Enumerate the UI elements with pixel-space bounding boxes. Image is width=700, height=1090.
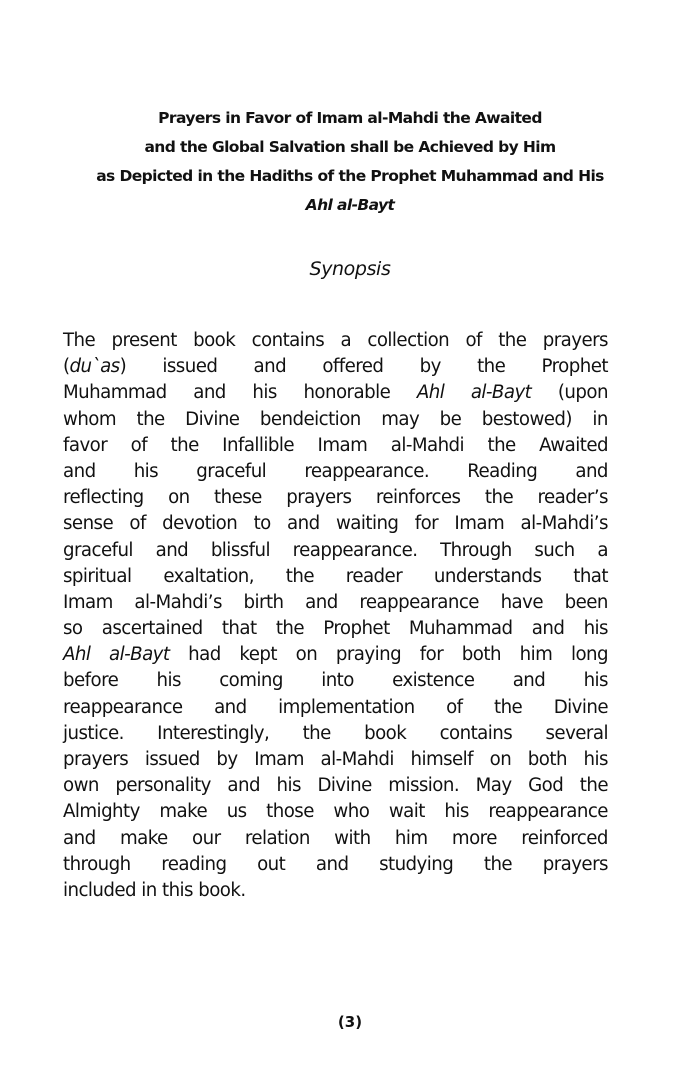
word: Divine bbox=[553, 696, 608, 718]
page-number: (3) bbox=[337, 1013, 363, 1031]
word: these bbox=[214, 487, 262, 509]
body-line bbox=[63, 511, 608, 537]
word: who bbox=[333, 801, 370, 823]
word: by bbox=[216, 749, 238, 770]
word: and bbox=[63, 827, 96, 849]
word: favor bbox=[63, 434, 108, 456]
word: (upon bbox=[557, 382, 608, 404]
word: those bbox=[266, 801, 314, 823]
word: the bbox=[285, 565, 314, 587]
word: Through bbox=[440, 539, 512, 561]
body-line bbox=[63, 564, 608, 590]
word: book bbox=[193, 330, 236, 351]
word: him bbox=[519, 644, 553, 666]
word: al-Mahdi’s bbox=[134, 591, 222, 613]
word: Imam bbox=[63, 591, 113, 613]
body-line bbox=[63, 773, 608, 799]
word: and bbox=[531, 618, 565, 640]
word: on bbox=[168, 487, 190, 509]
word: coming bbox=[219, 670, 283, 692]
word: to bbox=[253, 513, 271, 535]
word: implementation bbox=[278, 696, 415, 718]
body-line bbox=[63, 668, 608, 694]
word: the bbox=[170, 434, 199, 456]
word: justice. bbox=[63, 722, 124, 744]
word: and bbox=[193, 382, 226, 404]
word: prayers bbox=[286, 487, 352, 509]
word: the bbox=[477, 356, 506, 378]
word: Muhammad bbox=[408, 618, 513, 640]
word: Prophet bbox=[323, 618, 390, 640]
word: his bbox=[156, 670, 181, 692]
word: and bbox=[512, 670, 546, 692]
word: The bbox=[63, 330, 96, 351]
body-line bbox=[63, 878, 608, 904]
word: this bbox=[162, 879, 193, 901]
word: a bbox=[597, 539, 608, 561]
word: prayers bbox=[542, 330, 608, 351]
word: Infallible bbox=[222, 434, 295, 456]
word: of bbox=[465, 330, 482, 351]
word: Muhammad bbox=[63, 382, 167, 404]
body-line bbox=[63, 354, 608, 380]
word: praying bbox=[335, 644, 402, 666]
word: for bbox=[419, 644, 444, 666]
word: prayers bbox=[542, 853, 608, 875]
word: make bbox=[159, 801, 208, 823]
word: existence bbox=[392, 670, 475, 692]
word: our bbox=[192, 827, 221, 849]
word: and bbox=[227, 775, 260, 797]
word: both bbox=[461, 644, 501, 666]
word: into bbox=[321, 670, 354, 692]
word: his bbox=[583, 618, 608, 640]
word: reappearance bbox=[488, 801, 608, 823]
word: Imam bbox=[454, 513, 505, 535]
word: book. bbox=[198, 879, 246, 901]
word: Interestingly, bbox=[157, 722, 270, 744]
word: had bbox=[188, 644, 221, 666]
word: graceful bbox=[63, 539, 133, 561]
word: reader bbox=[345, 565, 403, 587]
body-line bbox=[63, 642, 608, 668]
word: reappearance. bbox=[304, 460, 430, 482]
word: studying bbox=[379, 853, 454, 875]
word: his bbox=[583, 670, 608, 692]
word: that bbox=[573, 565, 608, 587]
word: Almighty bbox=[63, 801, 140, 823]
word: Divine bbox=[185, 408, 240, 430]
body-line bbox=[63, 538, 608, 564]
word: wait bbox=[388, 801, 425, 823]
word: collection bbox=[367, 330, 450, 351]
word: make bbox=[119, 827, 168, 849]
word: and bbox=[575, 460, 608, 482]
word: sense bbox=[63, 513, 114, 535]
word: the bbox=[487, 434, 516, 456]
word: blissful bbox=[210, 539, 270, 561]
word: several bbox=[545, 722, 608, 744]
word: issued bbox=[162, 356, 218, 378]
word: of bbox=[129, 513, 146, 535]
word: waiting bbox=[335, 513, 399, 535]
word: his bbox=[444, 801, 469, 823]
word: al-Mahdi bbox=[320, 749, 394, 770]
word: that bbox=[221, 618, 257, 640]
word: have bbox=[500, 591, 544, 613]
word: relation bbox=[244, 827, 310, 849]
word: and bbox=[253, 356, 287, 378]
word: included bbox=[63, 879, 137, 901]
word: by bbox=[419, 356, 441, 378]
word: prayers bbox=[63, 749, 129, 770]
word: before bbox=[63, 670, 119, 692]
title-line-2: and the Global Salvation shall be Achieved by Him bbox=[144, 138, 556, 156]
word: and bbox=[305, 591, 338, 613]
word: bestowed) bbox=[481, 408, 572, 430]
word: been bbox=[564, 591, 608, 613]
word: kept bbox=[239, 644, 277, 666]
word: and bbox=[315, 853, 349, 875]
word: mission. bbox=[388, 775, 460, 797]
word: such bbox=[534, 539, 575, 561]
word: own bbox=[63, 775, 99, 797]
word: and bbox=[287, 513, 320, 535]
title-line-3: as Depicted in the Hadiths of the Prophet Muhammad and His bbox=[96, 167, 604, 185]
word: contains bbox=[251, 330, 325, 351]
word: book bbox=[364, 722, 407, 744]
word: God bbox=[528, 775, 564, 797]
word: his bbox=[133, 460, 159, 482]
title-line-1: Prayers in Favor of Imam al-Mahdi the Awaited bbox=[158, 109, 542, 127]
word: us bbox=[226, 801, 247, 823]
word: may bbox=[381, 408, 420, 430]
word: the bbox=[302, 722, 331, 744]
word: (du`as) bbox=[63, 356, 127, 378]
word: so bbox=[63, 618, 83, 640]
word: reappearance. bbox=[292, 539, 418, 561]
word: al-Bayt bbox=[109, 644, 170, 666]
word: the bbox=[494, 696, 523, 718]
body-line bbox=[63, 433, 608, 459]
word: in bbox=[141, 879, 157, 901]
word: reinforces bbox=[375, 487, 461, 509]
word: devotion bbox=[162, 513, 238, 535]
word: spiritual bbox=[63, 565, 132, 587]
body-line bbox=[63, 459, 608, 485]
word: al-Mahdi’s bbox=[520, 513, 608, 535]
body-line bbox=[63, 721, 608, 747]
word: long bbox=[570, 644, 608, 666]
body-line bbox=[63, 852, 608, 878]
word: of bbox=[130, 434, 148, 456]
word: out bbox=[257, 853, 286, 875]
body-line bbox=[63, 407, 608, 433]
word: more bbox=[451, 827, 497, 849]
word: graceful bbox=[196, 460, 267, 482]
word: honorable bbox=[303, 382, 391, 404]
body-line bbox=[63, 485, 608, 511]
word: reader’s bbox=[537, 487, 608, 509]
word: the bbox=[498, 330, 527, 351]
word: al-Mahdi bbox=[390, 434, 465, 456]
body-line bbox=[63, 616, 608, 642]
word: the bbox=[484, 487, 514, 509]
word: the bbox=[579, 775, 608, 797]
body-line bbox=[63, 799, 608, 825]
word: whom bbox=[63, 408, 117, 430]
word: Reading bbox=[467, 460, 538, 482]
word: contains bbox=[439, 722, 513, 744]
word: bendeiction bbox=[259, 408, 361, 430]
word: birth bbox=[243, 591, 284, 613]
word: himself bbox=[410, 749, 474, 770]
body-line bbox=[63, 826, 608, 852]
word: for bbox=[414, 513, 439, 535]
word: reflecting bbox=[63, 487, 144, 509]
word: issued bbox=[144, 749, 200, 770]
word: reinforced bbox=[521, 827, 608, 849]
book-title bbox=[40, 104, 660, 220]
word: a bbox=[340, 330, 352, 351]
word: Imam bbox=[254, 749, 304, 770]
word: the bbox=[136, 408, 165, 430]
word: the bbox=[483, 853, 513, 875]
section-heading: Synopsis bbox=[309, 258, 391, 280]
word: reading bbox=[161, 853, 227, 875]
body-line bbox=[63, 747, 608, 773]
word: his bbox=[583, 749, 608, 770]
word: Prophet bbox=[541, 356, 608, 378]
word: with bbox=[334, 827, 371, 849]
word: reappearance bbox=[359, 591, 479, 613]
word: and bbox=[155, 539, 189, 561]
body-line bbox=[63, 380, 608, 406]
title-line-4: Ahl al-Bayt bbox=[305, 196, 395, 214]
word: on bbox=[489, 749, 512, 770]
word: be bbox=[439, 408, 462, 430]
word: on bbox=[295, 644, 318, 666]
word: him bbox=[394, 827, 428, 849]
word: in bbox=[592, 408, 608, 430]
word: Divine bbox=[317, 775, 372, 797]
word: the bbox=[275, 618, 305, 640]
word: personality bbox=[115, 775, 211, 797]
word: reappearance bbox=[63, 696, 183, 718]
synopsis-paragraph bbox=[63, 328, 608, 904]
word: Awaited bbox=[539, 434, 608, 456]
word: his bbox=[276, 775, 301, 797]
word: his bbox=[252, 382, 277, 404]
body-line bbox=[63, 328, 608, 354]
word: of bbox=[446, 696, 463, 718]
word: al-Bayt bbox=[470, 382, 532, 404]
word: ascertained bbox=[101, 618, 203, 640]
word: exaltation, bbox=[163, 565, 254, 587]
word: and bbox=[214, 696, 247, 718]
word: offered bbox=[322, 356, 384, 378]
word: present bbox=[111, 330, 177, 351]
word: Ahl bbox=[416, 382, 445, 404]
word: May bbox=[475, 775, 512, 797]
body-line bbox=[63, 590, 608, 616]
word: Ahl bbox=[63, 644, 91, 666]
word: both bbox=[527, 749, 567, 770]
word: through bbox=[63, 853, 131, 875]
word: Imam bbox=[317, 434, 368, 456]
word: and bbox=[63, 460, 96, 482]
word: understands bbox=[433, 565, 542, 587]
body-line bbox=[63, 695, 608, 721]
